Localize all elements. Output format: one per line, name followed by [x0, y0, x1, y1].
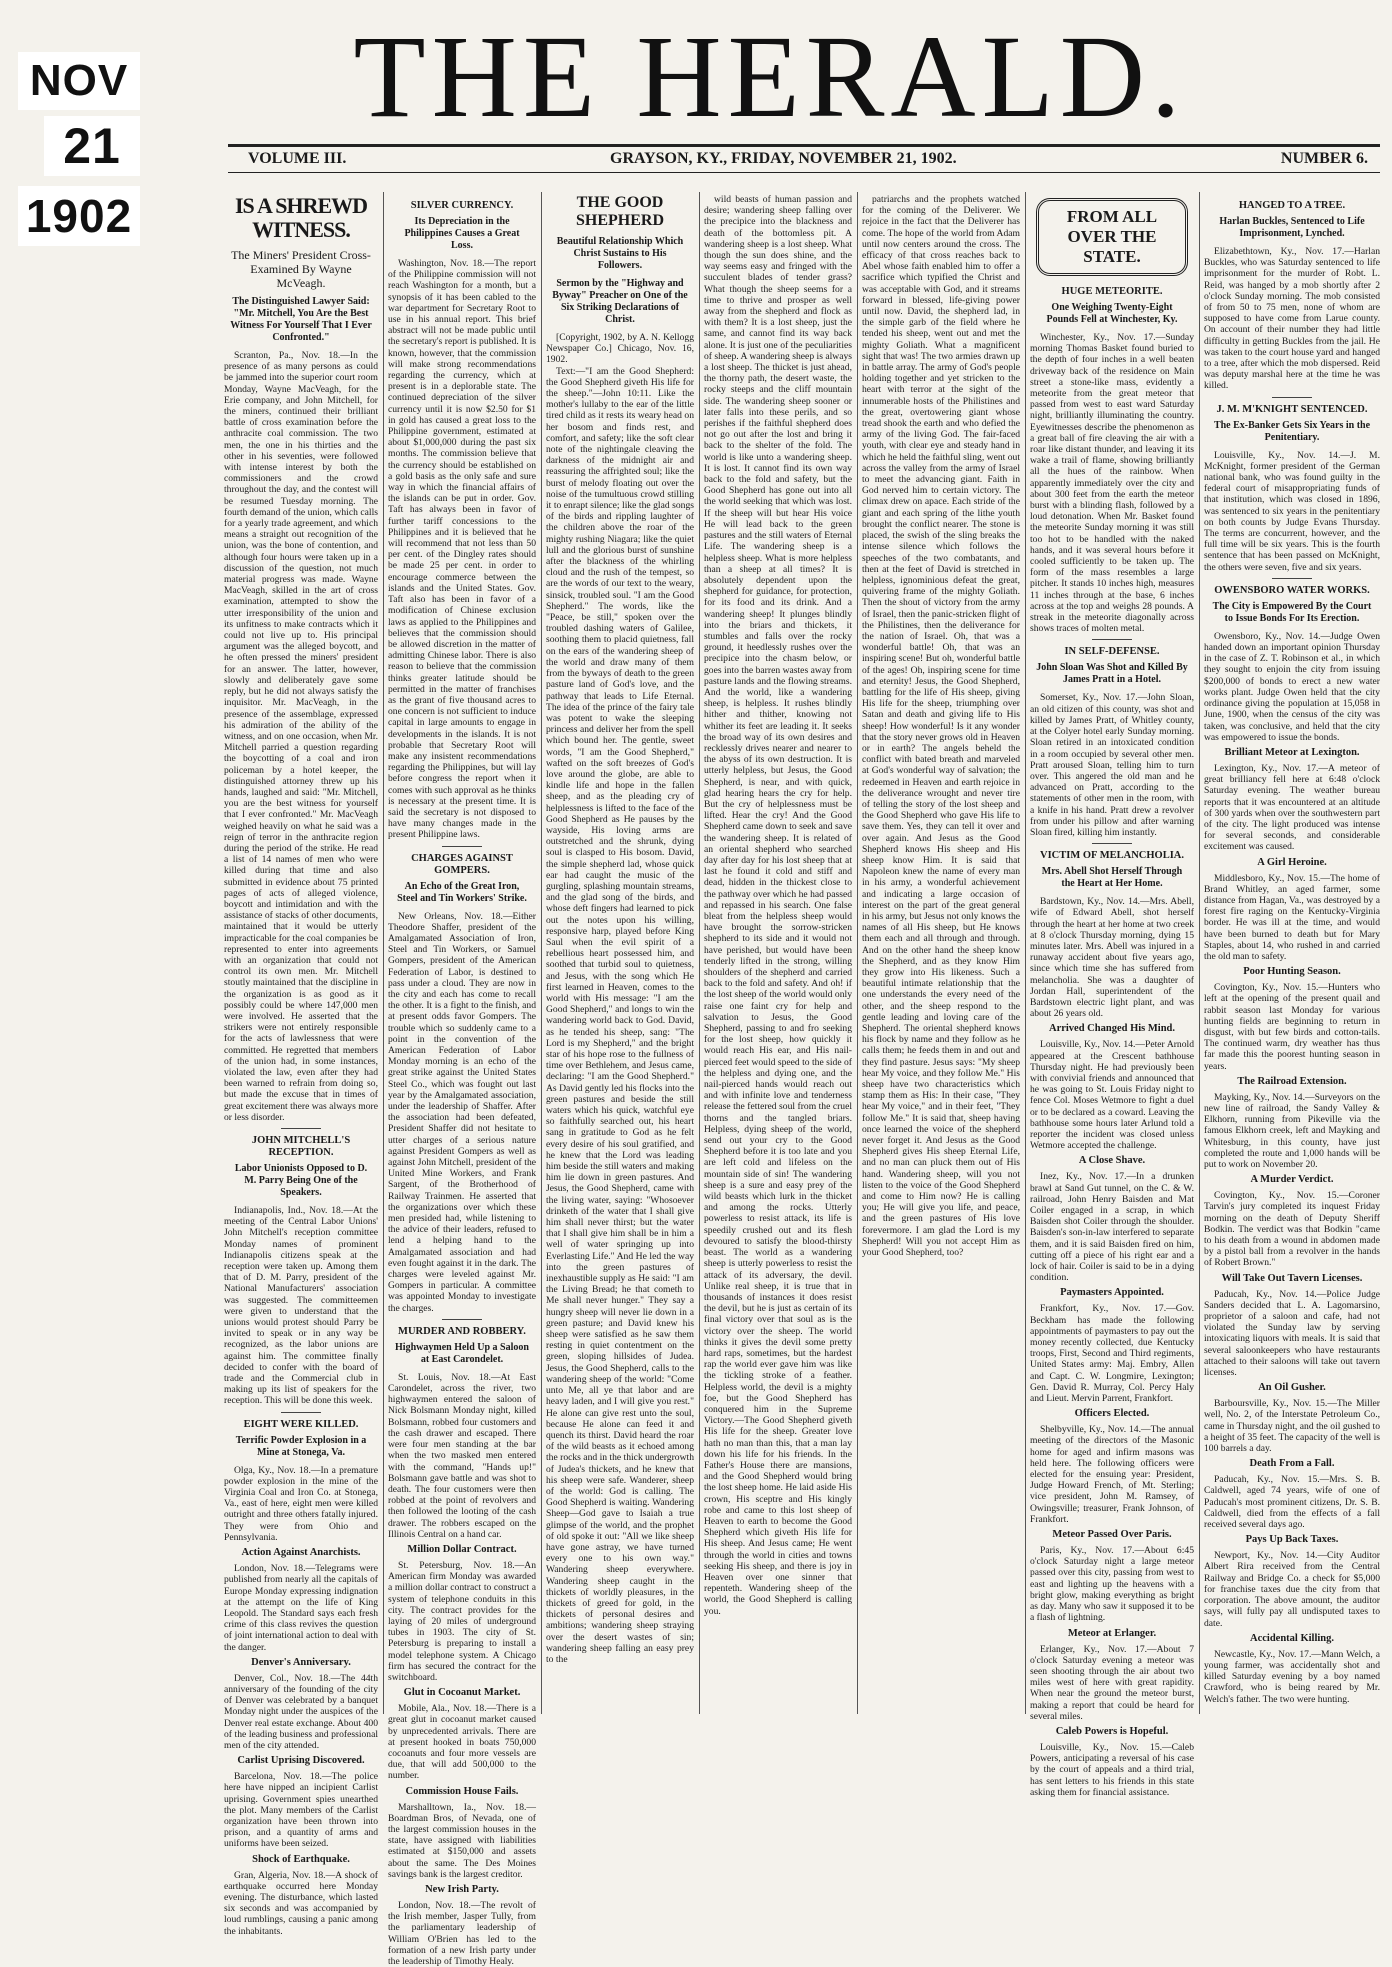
headline-irish-party: New Irish Party. [425, 1884, 499, 1895]
deck-good-shepherd: Beautiful Relationship Which Christ Sustains to His Followers. [556, 236, 684, 271]
article-body: Newcastle, Ky., Nov. 17.—Mann Welch, a young farmer, was accidentally shot and killed Saturday evening by a boy named Crawford, who is being reared by Mr. Welch's father. The two were hunting. [1204, 1648, 1380, 1705]
article-body: Washington, Nov. 18.—The report of the Philippine commission will not reach Washington for a month, but a synopsis of it has been cabled to the war department for Secretary Root to use in his annual report. This brief abstract will not be made public until the secretary's report is published. It is known, however, that the commission will make strong recommendations regarding the currency, which at present is in a deplorable state. The continued depreciation of the silver currency until it is now $2.50 for $1 in gold has caused a great loss to the Philippine government, estimated at about $1,000,000 during the past six months. The commission believe that the currency should be established on a gold basis as the only safe and sure way in which the financial affairs of the islands can be put in order. Gov. Taft has always been in favor of further tariff concessions to the Philippines and it is believed that he will recommend that not less than 50 per cent. of the Dingley rates should be made 25 per cent. in order to encourage commerce between the islands and the United States. Gov. Taft also has been in favor of a modification of Chinese exclusion laws as applied to the Philippines and believes that the commission should be allowed discretion in the matter of admitting Chinese labor. There is also reason to believe that the commission thinks greater latitude should be permitted in the matter of franchises as the grant of five thousand acres to one concern is not sufficient to induce capital in large amounts to engage in developments in the islands. It is not probable that Secretary Root will make any insistent recommendations regarding the Philippines, but will lay before congress the report when it comes with such approval as he thinks is necessary at the present time. It is said the secretary is not disposed to have many changes made in the present Philippine laws. [388, 258, 536, 841]
column-1 [224, 193, 378, 1937]
headline-mcknight: J. M. M'KNIGHT SENTENCED. [1216, 403, 1368, 415]
article-body: Elizabethtown, Ky., Nov. 17.—Harlan Buckles, who was Saturday sentenced to life imprisonment for the murder of Robt. L. Reid, was hanged by a mob shortly after 2 o'clock Sunday morning. The mob consisted of from 50 to 75 men, none of whom are supposed to have come from Larue county. On account of their number they had little difficulty in getting Buckles from the jail. He was taken to the court house yard and hanged to a tree, after which the mob dispersed. Reid was deputy marshal here at the time he was killed. [1204, 246, 1380, 392]
article-body: Paducah, Ky., Nov. 14.—Police Judge Sanders decided that L. A. Lagomarsino, proprietor of a saloon and cafe, had not violated the Sunday law by serving intoxicating liquors with meals. It is said that several saloonkeepers who have restaurants attached to their saloons will take out tavern licenses. [1204, 1288, 1380, 1379]
article-body: New Orleans, Nov. 18.—Either Theodore Shaffer, president of the Amalgamated Association of Iron, Steel and Tin Workers, or Samuel Gompers, president of the American Federation of Labor, is destined to pass under a cloud. They are now in the city and each has come to recall the other. It is a fight to the finish, and at present odds favor Gompers. The trouble which so suddenly came to a point in the convention of the American Federation of Labor Monday morning is an echo of the great strike against the United States Steel Co., which was fought out last year by the Amalgamated association, under the leadership of Shaffer. After the association had been defeated, President Shaffer did not hesitate to utter charges of a serious nature against President Gompers as well as against John Mitchell, president of the United Mine Workers, and Frank Sargent, of the Brotherhood of Railway Trainmen. He asserted that the organizations over which these men presided had, while listening to the advice of their leaders, refused to lend a helping hand to the Amalgamated association and had even fought against it in the dark. The charges were leveled against Mr. Gompers in particular. A committee was appointed Monday to investigate the charges. [388, 910, 536, 1314]
headline-oil-gusher: An Oil Gusher. [1258, 1382, 1326, 1394]
column-2 [388, 194, 536, 1967]
article-body: Covington, Ky., Nov. 15.—Coroner Tarvin's jury completed its inquest Friday morning on the death of Deputy Sheriff Bodkin. The verdict was that Bodkin "came to his death from a wound in abdomen made by a pistol ball from a revolver in the hands of Robert Brown." [1204, 1190, 1380, 1269]
article-body: Mobile, Ala., Nov. 18.—There is a great glut in cocoanut market caused by unprecedented arrivals. There are at present hooked in boats 750,000 cocoanuts and four more vessels are due, that will add 500,000 to the number. [388, 1703, 536, 1782]
section-banner-state-news: FROM ALL OVER THE STATE. [1036, 198, 1188, 276]
article-body: Gran, Algeria, Nov. 18.—A shock of earthquake occurred here Monday evening. The disturbance, which lasted six seconds and was accompanied by loud rumblings, causing a panic among the inhabitants. [224, 1869, 378, 1937]
headline-murder-verdict: A Murder Verdict. [1250, 1174, 1334, 1186]
column-divider [383, 192, 384, 1714]
headline-railroad: The Railroad Extension. [1237, 1075, 1347, 1087]
article-body: Middlesboro, Ky., Nov. 15.—The home of Brand Whitley, an aged farmer, some distance from Hagan, Va., was destroyed by a forest fire raging on the Kentucky-Virginia border. He was ill at the time, and would have been burned to death but for Mary Staples, about 14, who rushed in and carried the old man to safety. [1204, 872, 1380, 962]
article-separator [281, 1412, 321, 1413]
headline-paymasters: Paymasters Appointed. [1060, 1287, 1164, 1299]
article-body: Marshalltown, Ia., Nov. 18.—Boardman Bros, of Nevada, one of the largest commission houses in the state, have assigned with liabilities estimated at $150,000 and assets about the same. The Des Moines savings bank is the largest creditor. [388, 1801, 536, 1880]
article-body: wild beasts of human passion and desire; wandering sheep falling over the precipice into the blackness and death of the bottomless pit. A wandering sheep is a lost sheep. What though the sun does shine, and the way seems easy and fringed with the succulent blades of tender grass? What though the sheep seems for a time to thrive and prosper as well away from the shepherd and flock as with them? It is a lost sheep, just the same, and cannot find its way back alone. It is just one of the peculiarities of sheep. A wandering sheep is always a lost sheep. The thicket is just ahead, the thorny path, the desert waste, the rocky steeps and the cliff mountain side. The wandering sheep sooner or later falls into these perils, and so perishes if the faithful shepherd does not go out after the lost and bring it back to the shelter of the fold. The world is like unto a wandering sheep. It is lost. It cannot find its own way back to the fold and safety, but the Good Shepherd has gone out into all the world seeking that which was lost. If the sheep will but hear His voice He will lead back to the green pastures and the still waters of Eternal Life. The wandering sheep is a helpless sheep. What is more helpless than a sheep at all times? It is absolutely dependent upon the shepherd for guidance, for protection, for its food and its drink. And a wandering sheep! It plunges blindly into the briars and thickets, it stumbles and falls over the rocky ground, it heedlessly rushes over the precipice into the chasm below, or goes into the barren wastes away from pasture lands and the flowing streams. And the world, like a wandering sheep, is helpless. It rushes blindly hither and thither, knowing not whither its feet are leading it. It seeks the broad way of its own desires and recklessly drives nearer and nearer to the abyss of its own destruction. It is utterly helpless, but Jesus, the Good Shepherd, is near, and with quick, glad hearing hears the cry for help. But the cry of helplessness must be lifted. Hear the cry! And the Good Shepherd came down to seek and save the wandering sheep. It is related of an oriental shepherd who searched day after day for his lost sheep that at last he found it cold and stiff and dead, hidden in the thickest close to the pathway over which he had passed and repassed in his search. One false bleat from the helpless sheep would have brought the sorrow-stricken shepherd to its side and it would not have perished, but would have been tenderly lifted in the strong, willing shoulders of the shepherd and carried back to the fold and safety. And oh! if the lost sheep of the world would only raise one faint cry for help and salvation to Jesus, the Good Shepherd, passing to and fro seeking for the lost sheep, how quickly it would reach His ear, and His nail-pierced feet would speed to the side of the helpless and dying one, and the nail-pierced hands would reach out and with infinite love and tenderness release the fettered soul from the cruel thorns and the tangled briars. Helpless, dying sheep of the world, send out your cry to the Good Shepherd before it is too late and you are left cold and lifeless on the mountain side of sin! The wandering sheep is a sure and easy prey of the wild beasts which lurk in the thicket and among the rocks. Utterly powerless to resist attack, its life is speedily crushed out and its flesh devoured to satisfy the blood-thirsty beast. The world as a wandering sheep is utterly powerless to resist the attack of its adversary, the devil. Unlike real sheep, it is true that in thousands of instances it does resist the devil, but he is just as certain of its final victory over that soul as is the victory over the sheep. The world thinks it gives the devil some pretty hard raps, sometimes, but the hardest rap the world ever gave him was like the tickling stroke of a feather. Helpless world, the devil is a mighty foe, but the Good Shepherd has conquered him in the Supreme Victory.—The Good Shepherd giveth His life for the sheep. Greater love hath no man than this, that a man lay down his life for his friends. In the Father's House there are mansions, and the Good Shepherd would bring the lost sheep home. He laid aside His crown, His sceptre and His kingly robe and came to this lost sheep of Heaven to earth to become the Good Shepherd which giveth His life for His sheep. And Jesus came; He went through the world in cities and towns seeking His sheep, and there is joy in Heaven over one sinner that repenteth. Wandering sheep of the world, the Good Shepherd is calling you. [704, 194, 852, 1617]
headline-huge-meteorite: HUGE METEORITE. [1061, 286, 1163, 297]
subdeck-murder-robbery: Highwaymen Held Up a Saloon at East Carondelet. [395, 1341, 529, 1365]
column-5 [862, 194, 1020, 1714]
headline-silver-currency: SILVER CURRENCY. [410, 200, 514, 211]
subdeck-gompers: An Echo of the Great Iron, Steel and Tin Workers' Strike. [397, 880, 527, 904]
volume-label: VOLUME III. [248, 150, 347, 167]
column-divider [1025, 192, 1026, 1714]
article-separator [281, 1128, 321, 1129]
headline-gompers: CHARGES AGAINST GOMPERS. [411, 852, 513, 876]
headline-tavern-licenses: Will Take Out Tavern Licenses. [1221, 1272, 1363, 1284]
column-4 [704, 194, 852, 1714]
headline-girl-heroine: A Girl Heroine. [1257, 856, 1327, 868]
masthead-rule-bottom [228, 172, 1380, 173]
date-stamp-day: 21 [44, 116, 140, 176]
headline-hunting-season: Poor Hunting Season. [1243, 966, 1341, 978]
date-stamp-year: 1902 [18, 186, 140, 246]
article-body: Frankfort, Ky., Nov. 17.—Gov. Beckham has made the following appointments of paymasters to pay out the money recently collected, due Kentucky troops, First, Second and Third regiments, United States army: Maj. Embry, Allen and Capt. C. W. Longmire, Lexington; Gen. David R. Murray, Col. Percy Haly and Lieut. Mervin Parrent, Frankfort. [1030, 1303, 1194, 1405]
deck-shrewd-witness: The Miners' President Cross-Examined By Wayne McVeagh. [231, 248, 371, 290]
article-body: Denver, Col., Nov. 18.—The 44th anniversary of the founding of the city of Denver was celebrated by a banquet Monday night under the auspices of the Denver real estate exchange. About 400 of the leading business and professional men of the city attended. [224, 1672, 378, 1751]
subdeck-silver-currency: Its Depreciation in the Philippines Causes a Great Loss. [404, 216, 520, 251]
article-body: Olga, Ky., Nov. 18.—In a premature powder explosion in the mine of the Virginia Coal and Iron Co. at Stonega, Va., east of here, eight men were killed outright and three others fatally injured. They were from Ohio and Pennsylvania. [224, 1464, 378, 1543]
article-body: Shelbyville, Ky., Nov. 14.—The annual meeting of the directors of the Masonic home for aged and infirm masons was held here. The following officers were elected for the ensuing year: President, Judge Howard French, of Mt. Sterling; vice president, John M. Ramsey, of Owingsville; treasurer, Frank Johnson, of Frankfort. [1030, 1424, 1194, 1525]
headline-earthquake: Shock of Earthquake. [252, 1853, 350, 1865]
subdeck-mitchell-reception: Labor Unionists Opposed to D. M. Parry Being One of the Speakers. [234, 1163, 368, 1199]
article-separator [1092, 639, 1132, 640]
article-body: Text:—"I am the Good Shepherd: the Good Shepherd giveth His life for the sheep."—John 10:11. Like the mother's lullaby to the ear of the little tired child as it rests its weary head on her bosom and finds rest, and comfort, and safety; like the soft clear note of the nightingale cleaving the darkness of the midnight air and reassuring the affrighted soul; like the burst of melody floating out over the noise of the tumultuous crowd stilling it to enrapt silence; like the glad songs of the birds and rippling laughter of the children above the roar of the mighty rushing Niagara; like the quiet lull and the glorious burst of sunshine after the blackness of the whirling cloud and the rush of the tempest, so are the words of our text to the weary, sinsick, troubled soul. "I am the Good Shepherd." The words, like the "Peace, be still," spoken over the troubled dashing waters of Galilee, soothing them to placid quietness, fall on the ears of the wandering sheep of the world and draw many of them from the byways of death to the green pasture land of God's love, and the pathway that leads to Life Eternal. The idea of the prince of the fairy tale was potent to wake the sleeping princess and deliver her from the spell which bound her. The gentle, sweet words, "I am the Good Shepherd," wafted on the soft breezes of God's love around the globe, are able to kindle life and hope in the fallen sheep, and as the pleading cry of helplessness is lifted to the face of the Good Shepherd as He pauses by the wayside, His loving arms are outstretched and the shrunk, dying soul is clasped to His bosom. David, the simple shepherd lad, whose quick ear had caught the music of the gurgling, splashing mountain streams, and the glad song of the birds, and whose deft fingers had learned to pick out the notes upon his willing, responsive harp, played before King Saul when the evil spirit of a rebellious heart possessed him, and soothed that turbid soul to quietness, and Jesus, with the song which He first learned in Heaven, comes to the world with His message: "I am the Good Shepherd," and longs to win the wandering world back to God. David, as he tended his sheep, sang: "The Lord is my Shepherd," and the bright star of his hope rose to the fullness of time over Bethlehem, and Jesus came, declaring: "I am the Good Shepherd." As David gently led his flocks into the green pastures and beside the still waters which his quick, watchful eye so faithfully searched out, his heart sang in gratitude to God as he felt every desire of his soul gratified, and he knew that the Lord was leading him beside the still waters and making him lie down in green pastures. And Jesus, the Good Shepherd, came with the living water, saying: "Whosoever drinketh of the water that I shall give him shall never thirst; but the water that I shall give him shall be in him a well of water springing up into Everlasting Life." And He led the way into the green pastures of inexhaustible supply as He said: "I am the Living Bread; he that cometh to Me shall never hunger." They say a hungry sheep will never lie down in a green pasture; and David knew his sheep were satisfied as he saw them resting in quiet contentment on the green, sloping hillsides of Judea. Jesus, the Good Shepherd, calls to the wandering sheep of the world: "Come unto Me, all ye that labor and are heavy laden, and I will give you rest." He alone can give rest unto the soul, because He alone can feed it and quench its thirst. David heard the roar of the wild beasts as it echoed among the rocks and in the thick undergrowth of Judea's thickets, and he knew that his sheep were safe. Wanderer, sheep of the world: God is calling. The Good Shepherd is waiting. Wandering Sheep—God gave to Isaiah a true glimpse of the world, and the prophet of old spoke it out: "All we like sheep have gone astray, we have turned every one to his own way." Wandering sheep everywhere. Wandering sheep caught in the thickets of worldly pleasures, in the thickets of greed for gold, in the thickets of personal desires and ambitions; wandering sheep straying over the desert wastes of sin; wandering sheep falling an easy prey to the [546, 365, 694, 1665]
article-body: Paducah, Ky., Nov. 15.—Mrs. S. B. Caldwell, aged 74 years, wife of one of Paducah's most prominent citizens, Dr. S. B. Caldwell, died from the effects of a fall received several days ago. [1204, 1474, 1380, 1531]
subdeck-huge-meteorite: One Weighing Twenty-Eight Pounds Fell at Winchester, Ky. [1046, 302, 1178, 325]
article-body: St. Petersburg, Nov. 18.—An American firm Monday was awarded a million dollar contract to construct a system of telephone conduits in this city. The contract provides for the laying of 20 miles of underground tubes in 1903. The city of St. Petersburg is preparing to install a model telephone system. A Chicago firm has secured the contract for the switchboard. [388, 1559, 536, 1683]
article-body: Barcelona, Nov. 18.—The police here have nipped an incipient Carlist uprising. Government spies unearthed the plot. Many members of the Carlist organization have been thrown into prison, and a quantity of arms and uniforms have been seized. [224, 1771, 378, 1850]
headline-million-contract: Million Dollar Contract. [407, 1543, 517, 1555]
headline-death-fall: Death From a Fall. [1249, 1458, 1335, 1470]
column-divider [699, 192, 700, 1714]
headline-eight-killed: EIGHT WERE KILLED. [243, 1418, 359, 1430]
headline-owensboro: OWENSBORO WATER WORKS. [1214, 584, 1370, 596]
headline-back-taxes: Pays Up Back Taxes. [1245, 1534, 1339, 1546]
article-body: Barboursville, Ky., Nov. 15.—The Miller well, No. 2, of the Interstate Petroleum Co., came in Thursday night, and the oil gushed to a height of 35 feet. The capacity of the well is 100 barrels a day. [1204, 1398, 1380, 1455]
article-body: London, Nov. 18.—The revolt of the Irish member, Jasper Tully, from the parliamentary leadership of William O'Brien has led to the formation of a new Irish party under the leadership of Timothy Healy. [388, 1900, 536, 1967]
article-body: Mayking, Ky., Nov. 14.—Surveyors on the new line of railroad, the Sandy Valley & Elkhorn, running from Pikeville via the famous Elkhorn creek, left and Mayking and Whitesburg, in this county, have just completed the route and 1,000 hands will be put to work on November 20. [1204, 1091, 1380, 1170]
dateline [228, 150, 1380, 170]
headline-lexington-meteor: Brilliant Meteor at Lexington. [1224, 746, 1360, 758]
article-separator [442, 1319, 482, 1320]
headline-caleb-powers: Caleb Powers is Hopeful. [1055, 1725, 1169, 1737]
date-stamp-month: NOV [18, 52, 140, 110]
article-separator [1272, 578, 1312, 579]
subdeck-good-shepherd: Sermon by the "Highway and Byway" Preacher on One of the Six Striking Declarations of Christ. [552, 278, 688, 325]
headline-melancholia: VICTIM OF MELANCHOLIA. [1040, 850, 1184, 862]
article-body: Indianapolis, Ind., Nov. 18.—At the meeting of the Central Labor Unions' John Mitchell's reception committee Monday names of prominent Indianapolis citizens speak at the reception were taken up. Among them that of D. M. Parry, president of the National Manufacturers' association was suggested. The committeemen were given to understand that the unions would protest should Parry be invited to speak or in any way be recognized, as the labor unions are against him. The committee finally decided to confer with the board of trade and the Commercial club in making up its list of speakers for the reception. This will be done this week. [224, 1205, 378, 1407]
headline-changed-mind: Arrived Changed His Mind. [1048, 1023, 1175, 1035]
headline-mitchell-reception: JOHN MITCHELL'S RECEPTION. [251, 1135, 351, 1159]
column-divider [541, 192, 542, 1714]
headline-hanged: HANGED TO A TREE. [1238, 200, 1346, 211]
copyright-line: [Copyright, 1902, by A. N. Kellogg Newspaper Co.] Chicago, Nov. 16, 1902. [546, 332, 694, 366]
headline-officers-elected: Officers Elected. [1074, 1408, 1150, 1420]
column-3 [546, 194, 694, 1714]
article-body: Erlanger, Ky., Nov. 17.—About 7 o'clock Saturday evening a meteor was seen shooting through the air about two miles west of here with great rapidity. When near the ground the meteor burst, making a report that could be heard for several miles. [1030, 1643, 1194, 1722]
headline-denver: Denver's Anniversary. [251, 1656, 351, 1668]
article-body: Louisville, Ky., Nov. 14.—J. M. McKnight, former president of the German national bank, who was found guilty in the federal court of misappropriating funds of that institution, which was closed in 1896, was sentenced to six years in the penitentiary on both counts by Judge Evans Thursday. The terms are concurrent, however, and the full time will be six years. This is the fourth sentence that has been passed on McKnight, the others were seven, five and six years. [1204, 449, 1380, 573]
article-body: Somerset, Ky., Nov. 17.—John Sloan, an old citizen of this county, was shot and killed by James Pratt, of Whitley county, at the Colyer hotel early Sunday morning. Sloan retired in an intoxicated condition in a room occupied by several other men. Pratt aroused Sloan, telling him to turn over. This angered the old man and he advanced on Pratt, according to the statements of other men in the room, with a knife in his hand. Pratt drew a revolver from under his pillow and after warning Sloan fired, killing him instantly. [1030, 692, 1194, 838]
place-date-label: GRAYSON, KY., FRIDAY, NOVEMBER 21, 1902. [610, 150, 957, 167]
article-body: Paris, Ky., Nov. 17.—About 6:45 o'clock Saturday night a large meteor passed over this city, passing from west to east and lighting up the heavens with a bright glow, making everything as bright as day. Many who saw it supposed it to be a flash of lightning. [1030, 1545, 1194, 1624]
headline-good-shepherd: THE GOOD SHEPHERD [575, 194, 664, 229]
column-7 [1204, 194, 1380, 1714]
subdeck-eight-killed: Terrific Powder Explosion in a Mine at Stonega, Va. [235, 1434, 367, 1458]
subdeck-owensboro: The City is Empowered By the Court to Issue Bonds For Its Erection. [1212, 600, 1372, 624]
headline-accidental-killing: Accidental Killing. [1250, 1632, 1334, 1644]
article-body: Winchester, Ky., Nov. 17.—Sunday morning Thomas Basket found buried to the depth of four inches in a well beaten driveway back of the residence on Main street a stone-like mass, evidently a meteorite from the great meteor that passed from west to east ward Saturday night, brilliantly illuminating the country. Eyewitnesses describe the phenomenon as a great ball of fire cleaving the air with a roar like distant thunder, and leaving it its wake a trail of flame, showing brilliantly all the hues of the rainbow. When apparently immediately over the city and about 300 feet from the earth the meteor burst with a blinding flash, followed by a loud detonation. When Mr. Basket found the meteorite Sunday morning it was still too hot to be handled with the naked hands, and it was several hours before it cooled sufficiently to be taken up. The form of the mass resembles a large pitcher. It stands 10 inches high, measures 11 inches through at the base, 6 inches across at the top and weighs 28 pounds. A streak in the meteorite diagonally across shows traces of molten metal. [1030, 332, 1194, 635]
article-body: Louisville, Ky., Nov. 15.—Caleb Powers, anticipating a reversal of his case by the court of appeals and a third trial, has sent letters to his friends in this state asking them for financial assistance. [1030, 1741, 1194, 1798]
column-6 [1030, 194, 1194, 1798]
article-body: patriarchs and the prophets watched for the coming of the Deliverer. We rejoice in the fact that the Deliverer has come. The hope of the world from Adam until now centers around the cross. The efficacy of that cross reaches back to Abel whose faith enabled him to offer a sacrifice which typified the Christ and was acceptable with God, and it streams forward in blessed, life-giving power until now. David, the shepherd lad, in the simple garb of the field where he tended his sheep, went out and met the mighty Goliath. What a magnificent sight that was! The two armies drawn up in battle array. The army of God's people holding together and yet stricken to the heart with terror at the sight of the innumerable hosts of the Philistines and the great, overtowering giant whose tread shook the earth and who defied the army of the living God. The fair-faced youth, with clear eye and steady hand in which he held the faithful sling, went out across the valley from the army of Israel to meet the advancing giant. Faith in God nerved him to certain victory. The climax drew on apace. Each stride of the giant and each spring of the lithe youth brought the conflict nearer. The stone is placed, the swish of the sling breaks the intense silence which follows the speeches of the two combatants, and then at the feet of David is stretched in helpless, ignominious defeat the great, quivering frame of the mighty Goliath. Then the shout of victory from the army of Israel, then the panic-stricken flight of the Philistines, then the deliverance for the nation of Israel. Oh, that was a wonderful battle! Oh, that was an inspiring scene! But oh, wonderful battle of the ages! Oh, inspiring scene for time and eternity! Jesus, the Good Shepherd, battling for the life of His sheep, giving His life for the sheep, triumphing over Satan and death and giving life to His sheep! How wonderful! Is it any wonder that the story never grows old in Heaven or in earth? The angels beheld the conflict with bated breath and marveled at God's wonderful way of salvation; the redeemed in Heaven and earth rejoice in the deliverance wrought and never tire of telling the story of the lost sheep and the Good Shepherd who gave His life to save them. Yes, they can tell it over and over again. And Jesus as the Good Shepherd knows His sheep and His sheep know Him. It is said that Napoleon knew the name of every man in his army, a wonderful achievement and indicating a large occasion of interest on the part of the great general in his army, but Jesus not only knows the names of all His sheep, but He knows them each and all through and through. And on the other hand the sheep know the Shepherd, and as they know Him they grow into His likeness. Such a beautiful intimate relationship that the one understands the every need of the other, and the sheep respond to the gentle leading and loving care of the Shepherd. The oriental shepherd knows his flock by name and they follow as he calls them; he feeds them in and out and they find pasture. Jesus says: "My sheep hear My voice, and they follow Me." His sheep have two characteristics which stamp them as His: In their case, "They hear My voice," and in their feet, "They follow Me." It is said that, sheep having once learned the voice of the shepherd never forget it. And Jesus as the Good Shepherd gives His sheep Eternal Life, and no man can pluck them out of His hand. Wandering sheep, will you not listen to the voice of the Good Shepherd and come to Him now? He is calling you; He will give you life, and peace, and the green pastures of His love forevermore. I am glad the Lord is my Shepherd! Will you not accept Him as your Good Shepherd, too? [862, 194, 1020, 1259]
newspaper-masthead: THE HERALD. [353, 11, 1187, 142]
subdeck-self-defense: John Sloan Was Shot and Killed By James Pratt in a Hotel. [1036, 662, 1188, 686]
subdeck-hanged: Harlan Buckles, Sentenced to Life Imprisonment, Lynched. [1219, 216, 1365, 239]
article-body: St. Louis, Nov. 18.—At East Carondelet, across the river, two highwaymen entered the saloon of Nick Bolsmann Monday night, killed Bolsmann, robbed four customers and the cash drawer and escaped. There were four men standing at the bar when the two masked men entered with the command, "Hands up!" Bolsmann gave battle and was shot to death. The four customers were then robbed at the point of revolvers and then followed the looting of the cash drawer. The robbers escaped on the Illinois Central on a hand car. [388, 1371, 536, 1540]
headline-anarchists: Action Against Anarchists. [241, 1547, 361, 1559]
column-divider [857, 192, 858, 1714]
article-body: Inez, Ky., Nov. 17.—In a drunken brawl at Sand Gut tunnel, on the C. & W. railroad, John Henry Baisden and Mat Coiler engaged in a scrap, in which Baisden shot Coiler through the shoulder. Baisden's son-in-law interfered to separate them, and it is said Baisden fired on him, cutting off a piece of his right ear and a lock of hair. Coiler is said to be in a dying condition. [1030, 1171, 1194, 1284]
headline-meteor-erlanger: Meteor at Erlanger. [1067, 1627, 1157, 1639]
subdeck-mcknight: The Ex-Banker Gets Six Years in the Penitentiary. [1213, 419, 1371, 443]
article-body: Louisville, Ky., Nov. 14.—Peter Arnold appeared at the Crescent bathhouse Thursday night. He had previously been with convivial friends and announced that he was going to St. Louis Friday night to fence Col. Moses Wetmore to fight a duel or to be declared as a coward. Leaving the bathhouse some hours later Arlund told a reporter the incident was closed unless Wetmore accepted the challenge. [1030, 1039, 1194, 1152]
article-separator [1092, 843, 1132, 844]
article-body: Owensboro, Ky., Nov. 14.—Judge Owen handed down an important opinion Thursday in the case of Z. T. Robinson et al., in which they sought to enjoin the city from issuing $200,000 of bonds to erect a new water works plant. Judge Owen held that the city ordinance giving the population at 15,058 in June, 1900, when the census of the city was taken, was conclusive, and held that the city was empowered to issue the bonds. [1204, 630, 1380, 743]
headline-commission-house: Commission House Fails. [405, 1785, 519, 1797]
article-body: Newport, Ky., Nov. 14.—City Auditor Albert Rira received from the Central Railway and Bridge Co. a check for $5,000 for franchise taxes due the city from that corporation. The above amount, the auditor says, will fully pay all undisputed taxes to date. [1204, 1550, 1380, 1629]
headline-shrewd-witness: IS A SHREWD WITNESS. [234, 193, 368, 242]
headline-murder-robbery: MURDER AND ROBBERY. [398, 1325, 526, 1337]
headline-close-shave: A Close Shave. [1078, 1155, 1146, 1167]
subdeck-shrewd-witness: The Distinguished Lawyer Said: "Mr. Mitchell, You Are the Best Witness For Yourself That I Ever Confronted." [230, 296, 372, 343]
article-body: Lexington, Ky., Nov. 17.—A meteor of great brilliancy fell here at 6:48 o'clock Saturday evening. The weather bureau reports that it was encountered at an altitude of 300 yards when over the southwestern part of the city. The light produced was intense for several seconds, and considerable excitement was caused. [1204, 762, 1380, 853]
headline-meteor-paris: Meteor Passed Over Paris. [1052, 1529, 1172, 1541]
article-separator [1272, 397, 1312, 398]
headline-carlist: Carlist Uprising Discovered. [237, 1755, 365, 1767]
headline-self-defense: IN SELF-DEFENSE. [1064, 646, 1160, 658]
article-body: London, Nov. 18.—Telegrams were published from nearly all the capitals of Europe Monday expressing indignation at the attempt on the life of King Leopold. The Standard says each fresh crime of this class revives the question of joint international action to deal with the danger. [224, 1563, 378, 1653]
column-divider [1199, 192, 1200, 1714]
article-body: Bardstown, Ky., Nov. 14.—Mrs. Abell, wife of Edward Abell, shot herself through the heart at her home at two creek at 8 o'clock Thursday morning, dying 15 minutes later. Mrs. Abell was injured in a runaway accident about five years ago, since which time she has suffered from melancholia. She was a daughter of Jordan Hall, superintendent of the Bardstown electric light plant, and was about 26 years old. [1030, 896, 1194, 1020]
masthead-rule-top [228, 144, 1380, 147]
headline-cocoanut: Glut in Cocoanut Market. [403, 1687, 521, 1699]
issue-number-label: NUMBER 6. [1280, 150, 1368, 167]
article-body: Scranton, Pa., Nov. 18.—In the presence of as many persons as could be jammed into the superior court room Monday, Wayne MacVeagh, for the Erie company, and John Mitchell, for the miners, continued their brilliant battle of cross examination before the anthracite coal commission. The two men, the one in his thirties and the other in his seventies, were followed with intense interest by both the commissioners and the crowd throughout the day, and the contest will be resumed Tuesday morning. The fourth demand of the union, which calls for a yearly trade agreement, and which means a straight out recognition of the union, was the bone of contention, and although four hours were taken up in a discussion of the question, not much material progress was made. Wayne MacVeagh, skilled in the art of cross examination, attempted to show the utter irresponsibility of the union and its unfitness to make contracts which it could not live up to. His principal argument was the alleged boycott, and he often pressed the miners' president for an answer. The latter, however, slowly and deliberately gave some reply, but he did not always satisfy the inquisitor. Mr. MacVeagh, in the presence of the assemblage, expressed his admiration of the ability of the witness, and on one occasion, when Mr. Mitchell parried a question regarding the boycotting of a coal and iron policeman by a hotel keeper, the distinguished attorney threw up his hands, laughed and said: "Mr. Mitchell, you are the best witness for yourself that I ever confronted." Mr. MacVeagh weighed heavily on what he said was a reign of terror in the anthracite region during the period of the strike. He read a list of 14 names of men who were killed during that time and also submitted in evidence about 75 printed pages of acts of alleged violence, boycott and intimidation and with the assistance of stacks of other documents, maintained that it would be utterly impracticable for the coal companies be represented to enter into agreements with an organization that could not control its own men. Mr. Mitchell stoutly maintained that the discipline in the organization is as good as it possibly could be where 147,000 men were involved. He asserted that the strikers were not entirely responsible for the acts of lawlessness that were committed. He regretted that members of the union had, in some instances, violated the law, even after they had been warned to refrain from doing so, but made the excuse that in times of great excitement there was always more or less disorder. [224, 350, 378, 1123]
article-separator [442, 846, 482, 847]
article-body: Covington, Ky., Nov. 15.—Hunters who left at the opening of the present quail and rabbit season last Monday for various hunting fields are beginning to return in disgust, with but few birds and cotton-tails. The continued warm, dry weather has thus far made this the poorest hunting season in years. [1204, 982, 1380, 1072]
subdeck-melancholia: Mrs. Abell Shot Herself Through the Heart at Her Home. [1041, 866, 1183, 890]
